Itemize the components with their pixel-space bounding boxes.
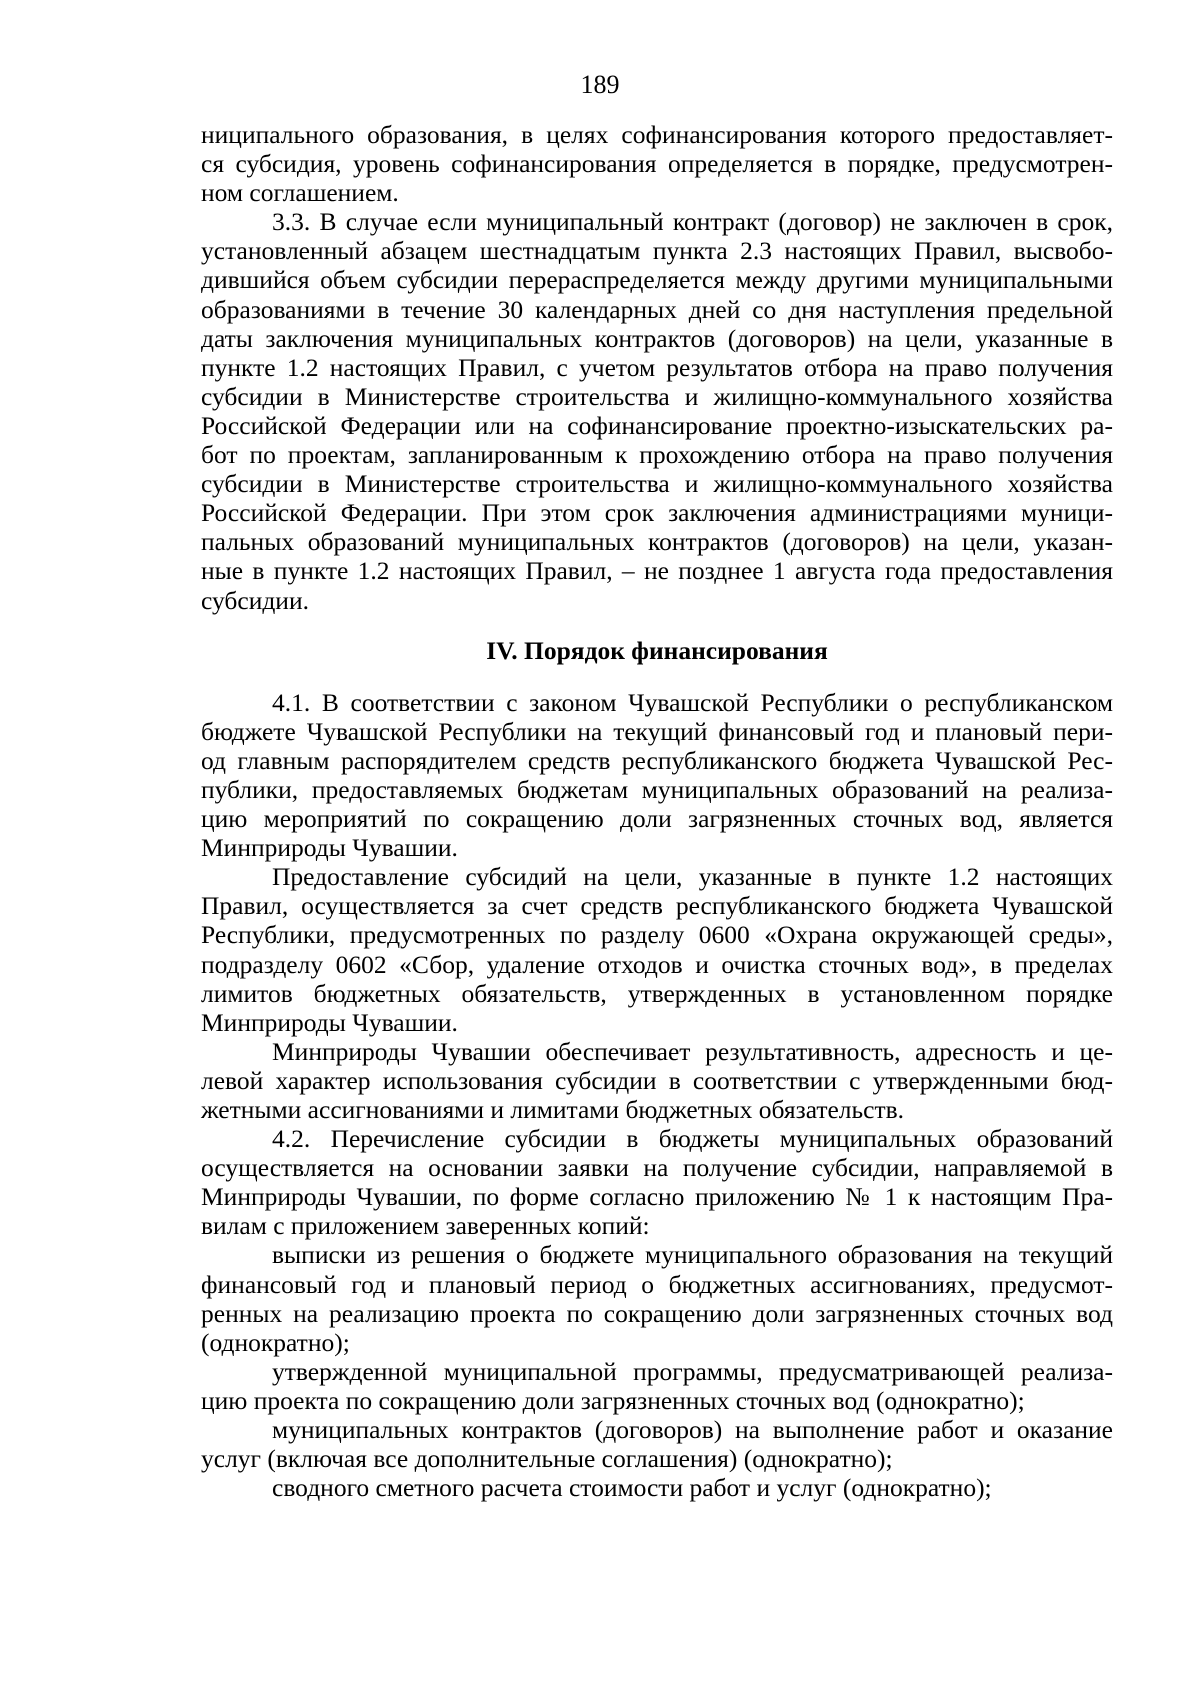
text-line: осуществляется на основании заявки на получение субсидии, направляемой в xyxy=(201,1153,1113,1183)
text-line: ниципального образования, в целях софинансирования которого предоставляет- xyxy=(201,120,1113,149)
paragraph xyxy=(201,1473,1113,1502)
paragraphs-before-heading xyxy=(201,120,1113,615)
paragraph xyxy=(201,862,1113,1037)
text-line: бюджете Чувашской Республики на текущий финансовый год и плановый пери- xyxy=(201,716,1113,746)
page-number: 189 xyxy=(580,70,620,99)
text-line: ные в пункте 1.2 настоящих Правил, – не позднее 1 августа года предоставления xyxy=(201,556,1113,586)
document-body xyxy=(201,120,1113,1502)
text-line: ренных на реализацию проекта по сокращению доли загрязненных сточных вод xyxy=(201,1298,1113,1328)
text-line: финансовый год и плановый период о бюджетных ассигнованиях, предусмот- xyxy=(201,1269,1113,1299)
text-line: утвержденной муниципальной программы, предусматривающей реализа- xyxy=(272,1356,1113,1386)
text-line: образованиями в течение 30 календарных дней со дня наступления предельной xyxy=(201,294,1113,324)
text-line: цию мероприятий по сокращению доли загрязненных сточных вод, является xyxy=(201,804,1113,834)
text-line: Минприроды Чувашии обеспечивает результативность, адресность и це- xyxy=(272,1036,1113,1066)
text-line: бот по проектам, запланированным к прохождению отбора на право получения xyxy=(201,440,1113,470)
text-line: муниципальных контрактов (договоров) на выполнение работ и оказание xyxy=(272,1415,1113,1445)
text-line: пальных образований муниципальных контрактов (договоров) на цели, указан- xyxy=(201,527,1113,557)
text-line: Минприроды Чувашии. xyxy=(201,1007,458,1037)
text-line: 4.1. В соответствии с законом Чувашской Республики о республиканском xyxy=(272,687,1113,717)
paragraph xyxy=(201,1415,1113,1473)
paragraph xyxy=(201,688,1113,863)
paragraph xyxy=(201,120,1113,207)
text-line: жетными ассигнованиями и лимитами бюджетных обязательств. xyxy=(201,1095,905,1124)
text-line: ся субсидия, уровень софинансирования определяется в порядке, предусмотрен- xyxy=(201,149,1113,179)
text-line: 4.2. Перечисление субсидии в бюджеты муниципальных образований xyxy=(272,1124,1113,1154)
text-line: левой характер использования субсидии в соответствии с утвержденными бюд- xyxy=(201,1065,1113,1095)
text-line: Российской Федерации. При этом срок заключения администрациями муници- xyxy=(201,498,1113,528)
text-line: даты заключения муниципальных контрактов (договоров) на цели, указанные в xyxy=(201,323,1113,353)
text-line: (однократно); xyxy=(201,1327,350,1357)
section-heading: IV. Порядок финансирования xyxy=(486,635,828,665)
paragraph xyxy=(201,1357,1113,1415)
text-line: субсидии в Министерстве строительства и жилищно-коммунального хозяйства xyxy=(201,381,1113,411)
text-line: лимитов бюджетных обязательств, утвержденных в установленном порядке xyxy=(201,978,1113,1008)
text-line: Правил, осуществляется за счет средств республиканского бюджета Чувашской xyxy=(201,891,1113,921)
text-line: 3.3. В случае если муниципальный контракт (договор) не заключен в срок, xyxy=(272,207,1113,237)
text-line: од главным распорядителем средств республиканского бюджета Чувашской Рес- xyxy=(201,745,1113,775)
paragraph xyxy=(201,1124,1113,1240)
text-line: Минприроды Чувашии. xyxy=(201,833,458,863)
text-line: Республики, предусмотренных по разделу 0600 «Охрана окружающей среды», xyxy=(201,920,1113,950)
text-line: сводного сметного расчета стоимости работ и услуг (однократно); xyxy=(272,1473,992,1503)
paragraph xyxy=(201,1240,1113,1356)
text-line: пункте 1.2 настоящих Правил, с учетом результатов отбора на право получения xyxy=(201,352,1113,382)
text-line: установленный абзацем шестнадцатым пункта 2.3 настоящих Правил, высвобо- xyxy=(201,236,1113,266)
paragraph xyxy=(201,207,1113,614)
text-line: субсидии в Министерстве строительства и жилищно-коммунального хозяйства xyxy=(201,469,1113,499)
paragraphs-after-heading xyxy=(201,688,1113,1503)
text-line: услуг (включая все дополнительные соглашения) (однократно); xyxy=(201,1444,893,1474)
paragraph xyxy=(201,1037,1113,1124)
text-line: цию проекта по сокращению доли загрязненных сточных вод (однократно); xyxy=(201,1385,1025,1415)
text-line: Минприроды Чувашии, по форме согласно приложению № 1 к настоящим Пра- xyxy=(201,1182,1113,1212)
text-line: ном соглашением. xyxy=(201,178,399,208)
text-line: публики, предоставляемых бюджетам муниципальных образований на реализа- xyxy=(201,774,1113,804)
text-line: выписки из решения о бюджете муниципального образования на текущий xyxy=(272,1240,1113,1270)
text-line: подразделу 0602 «Сбор, удаление отходов и очистка сточных вод», в пределах xyxy=(201,949,1113,979)
text-line: субсидии. xyxy=(201,585,309,615)
text-line: вилам с приложением заверенных копий: xyxy=(201,1211,650,1241)
text-line: дившийся объем субсидии перераспределяется между другими муниципальными xyxy=(201,265,1113,295)
text-line: Предоставление субсидий на цели, указанные в пункте 1.2 настоящих xyxy=(272,862,1113,892)
text-line: Российской Федерации или на софинансирование проектно-изыскательских ра- xyxy=(201,410,1113,440)
